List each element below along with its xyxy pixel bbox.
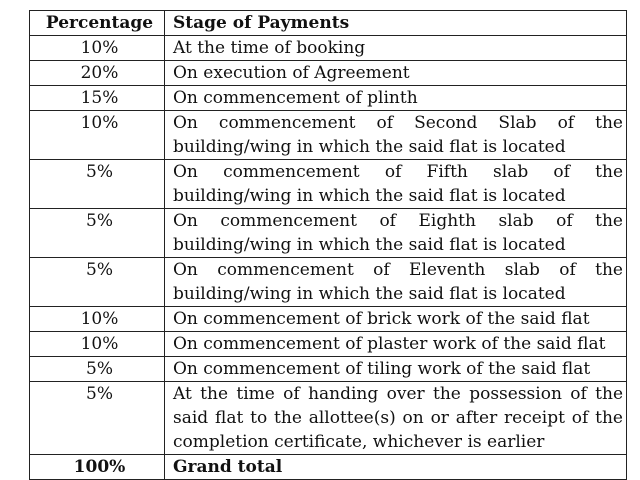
stage-line: building/wing in which the said flat is located bbox=[173, 235, 566, 255]
header-percentage: Percentage bbox=[30, 11, 165, 36]
row-percentage: 10% bbox=[30, 111, 165, 160]
row-percentage: 5% bbox=[30, 160, 165, 209]
row-stage bbox=[165, 61, 627, 86]
table-row bbox=[30, 36, 627, 61]
stage-line: On commencement of Fifth slab of the bbox=[173, 162, 623, 182]
stage-line: On commencement of Eleventh slab of the bbox=[173, 260, 623, 280]
row-stage bbox=[165, 209, 627, 258]
table-row bbox=[30, 258, 627, 307]
row-stage bbox=[165, 258, 627, 307]
row-percentage: 5% bbox=[30, 209, 165, 258]
row-stage bbox=[165, 307, 627, 332]
stage-line: On commencement of plinth bbox=[173, 88, 418, 108]
row-percentage: 20% bbox=[30, 61, 165, 86]
stage-line: On execution of Agreement bbox=[173, 63, 410, 83]
table-row bbox=[30, 382, 627, 455]
stage-line: building/wing in which the said flat is located bbox=[173, 137, 566, 157]
row-percentage: 10% bbox=[30, 36, 165, 61]
total-label: Grand total bbox=[165, 455, 627, 480]
row-stage bbox=[165, 86, 627, 111]
payment-schedule-table bbox=[29, 10, 627, 480]
row-percentage: 15% bbox=[30, 86, 165, 111]
row-percentage: 5% bbox=[30, 258, 165, 307]
table-row bbox=[30, 61, 627, 86]
stage-line: On commencement of brick work of the said flat bbox=[173, 309, 590, 329]
row-stage bbox=[165, 357, 627, 382]
table-row bbox=[30, 160, 627, 209]
table-row bbox=[30, 357, 627, 382]
total-percentage: 100% bbox=[30, 455, 165, 480]
header-stage: Stage of Payments bbox=[165, 11, 627, 36]
stage-line: said flat to the allottee(s) on or after receipt of the bbox=[173, 408, 623, 428]
row-stage bbox=[165, 382, 627, 455]
stage-line: building/wing in which the said flat is located bbox=[173, 284, 566, 304]
row-percentage: 5% bbox=[30, 357, 165, 382]
row-percentage: 10% bbox=[30, 332, 165, 357]
row-stage bbox=[165, 332, 627, 357]
stage-line: completion certificate, whichever is earlier bbox=[173, 432, 545, 452]
total-row bbox=[30, 455, 627, 480]
row-percentage: 10% bbox=[30, 307, 165, 332]
header-row bbox=[30, 11, 627, 36]
stage-line: At the time of handing over the possession of the bbox=[173, 384, 623, 404]
row-stage bbox=[165, 160, 627, 209]
stage-line: building/wing in which the said flat is located bbox=[173, 186, 566, 206]
stage-line: On commencement of plaster work of the said flat bbox=[173, 334, 606, 354]
table-row bbox=[30, 111, 627, 160]
row-stage bbox=[165, 111, 627, 160]
table-row bbox=[30, 86, 627, 111]
stage-line: On commencement of Eighth slab of the bbox=[173, 211, 623, 231]
stage-line: At the time of booking bbox=[173, 38, 366, 58]
stage-line: On commencement of tiling work of the said flat bbox=[173, 359, 591, 379]
table-row bbox=[30, 307, 627, 332]
row-percentage: 5% bbox=[30, 382, 165, 455]
stage-line: On commencement of Second Slab of the bbox=[173, 113, 623, 133]
row-stage bbox=[165, 36, 627, 61]
table-row bbox=[30, 332, 627, 357]
table-row bbox=[30, 209, 627, 258]
